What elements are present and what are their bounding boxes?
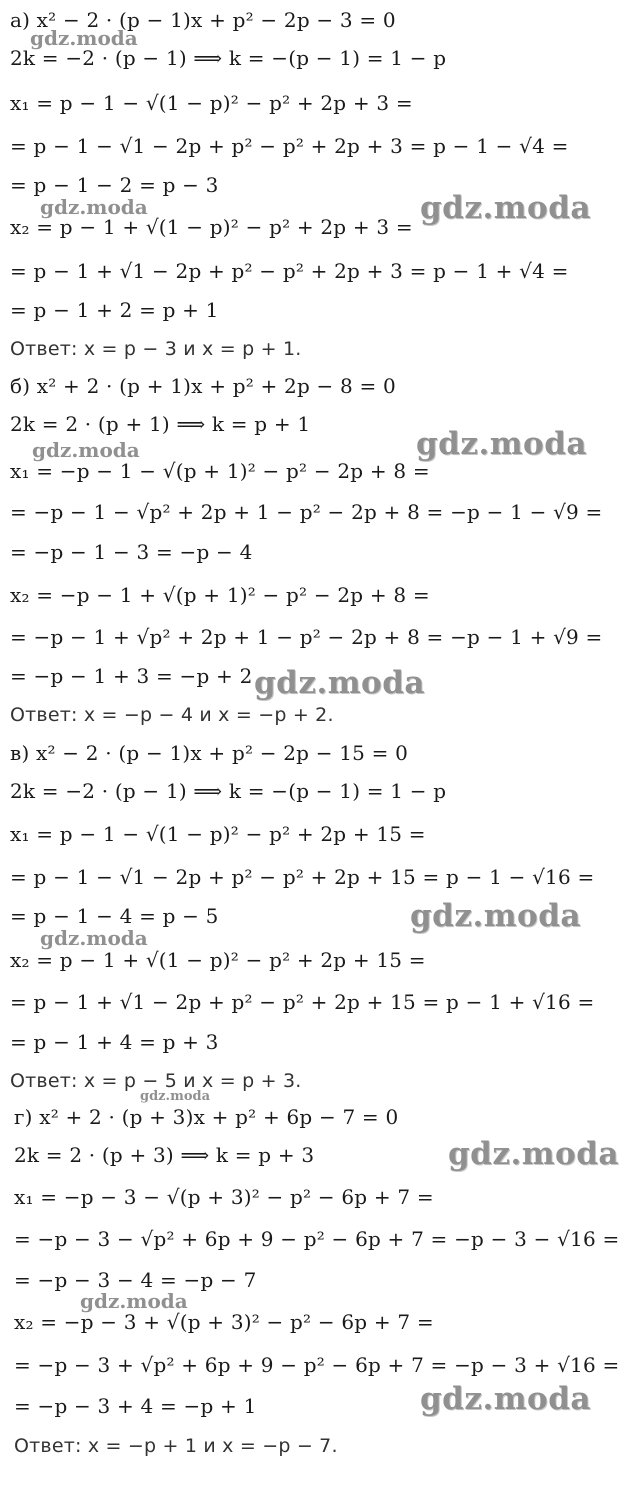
x2-simplify-d: = −p − 3 + √p² + 6p + 9 − p² − 6p + 7 = −p − 3 + √16 = xyxy=(14,1353,620,1377)
x1-simplify-b: = −p − 1 − √p² + 2p + 1 − p² − 2p + 8 = −p − 1 − √9 = xyxy=(10,500,603,524)
x1-line-d: x₁ = −p − 3 − √(p + 3)² − p² − 6p + 7 = xyxy=(14,1185,434,1209)
x2-result-b: = −p − 1 + 3 = −p + 2 xyxy=(10,664,253,688)
equation-c: в) x² − 2 · (p − 1)x + p² − 2p − 15 = 0 xyxy=(10,741,409,765)
x1-result-b: = −p − 1 − 3 = −p − 4 xyxy=(10,540,253,564)
answer-c: Ответ: x = p − 5 и x = p + 3. xyxy=(10,1070,302,1092)
x1-result-d: = −p − 3 − 4 = −p − 7 xyxy=(14,1268,257,1292)
x1-line-b: x₁ = −p − 1 − √(p + 1)² − p² − 2p + 8 = xyxy=(10,459,430,483)
x1-line-a: x₁ = p − 1 − √(1 − p)² − p² + 2p + 3 = xyxy=(10,91,413,115)
k-formula-d: 2k = 2 · (p + 3) ⟹ k = p + 3 xyxy=(14,1143,315,1167)
equation-d: г) x² + 2 · (p + 3)x + p² + 6p − 7 = 0 xyxy=(14,1105,399,1129)
watermark: gdz.moda xyxy=(420,190,591,226)
k-formula-a: 2k = −2 · (p − 1) ⟹ k = −(p − 1) = 1 − p xyxy=(10,46,447,70)
watermark: gdz.moda xyxy=(416,426,587,462)
x2-simplify-a: = p − 1 + √1 − 2p + p² − p² + 2p + 3 = p − 1 + √4 = xyxy=(10,259,569,283)
watermark: gdz.moda xyxy=(254,665,425,701)
x1-result-a: = p − 1 − 2 = p − 3 xyxy=(10,173,219,197)
x2-result-d: = −p − 3 + 4 = −p + 1 xyxy=(14,1394,257,1418)
x2-line-c: x₂ = p − 1 + √(1 − p)² − p² + 2p + 15 = xyxy=(10,948,426,972)
x1-line-c: x₁ = p − 1 − √(1 − p)² − p² + 2p + 15 = xyxy=(10,822,426,846)
x1-simplify-d: = −p − 3 − √p² + 6p + 9 − p² − 6p + 7 = −p − 3 − √16 = xyxy=(14,1227,620,1251)
watermark: gdz.moda xyxy=(32,438,140,462)
x2-line-d: x₂ = −p − 3 + √(p + 3)² − p² − 6p + 7 = xyxy=(14,1310,434,1334)
x2-line-b: x₂ = −p − 1 + √(p + 1)² − p² − 2p + 8 = xyxy=(10,583,430,607)
watermark: gdz.moda xyxy=(410,898,581,934)
equation-b: б) x² + 2 · (p + 1)x + p² + 2p − 8 = 0 xyxy=(10,374,396,398)
watermark: gdz.moda xyxy=(448,1136,619,1172)
watermark: gdz.moda xyxy=(420,1381,591,1417)
equation-a: а) x² − 2 · (p − 1)x + p² − 2p − 3 = 0 xyxy=(10,8,396,32)
k-formula-c: 2k = −2 · (p − 1) ⟹ k = −(p − 1) = 1 − p xyxy=(10,779,447,803)
x1-result-c: = p − 1 − 4 = p − 5 xyxy=(10,904,219,928)
watermark: gdz.moda xyxy=(80,1289,188,1313)
x2-simplify-b: = −p − 1 + √p² + 2p + 1 − p² − 2p + 8 = −p − 1 + √9 = xyxy=(10,625,603,649)
watermark: gdz.moda xyxy=(140,1089,211,1104)
x2-result-c: = p − 1 + 4 = p + 3 xyxy=(10,1030,219,1054)
watermark: gdz.moda xyxy=(40,195,148,219)
x2-line-a: x₂ = p − 1 + √(1 − p)² − p² + 2p + 3 = xyxy=(10,215,413,239)
x1-simplify-a: = p − 1 − √1 − 2p + p² − p² + 2p + 3 = p − 1 − √4 = xyxy=(10,134,569,158)
x2-result-a: = p − 1 + 2 = p + 1 xyxy=(10,298,219,322)
x1-simplify-c: = p − 1 − √1 − 2p + p² − p² + 2p + 15 = p − 1 − √16 = xyxy=(10,865,595,889)
answer-b: Ответ: x = −p − 4 и x = −p + 2. xyxy=(10,704,334,726)
answer-d: Ответ: x = −p + 1 и x = −p − 7. xyxy=(14,1435,338,1457)
x2-simplify-c: = p − 1 + √1 − 2p + p² − p² + 2p + 15 = p − 1 + √16 = xyxy=(10,990,595,1014)
watermark: gdz.moda xyxy=(30,26,138,50)
watermark: gdz.moda xyxy=(40,926,148,950)
k-formula-b: 2k = 2 · (p + 1) ⟹ k = p + 1 xyxy=(10,412,311,436)
answer-a: Ответ: x = p − 3 и x = p + 1. xyxy=(10,338,302,360)
